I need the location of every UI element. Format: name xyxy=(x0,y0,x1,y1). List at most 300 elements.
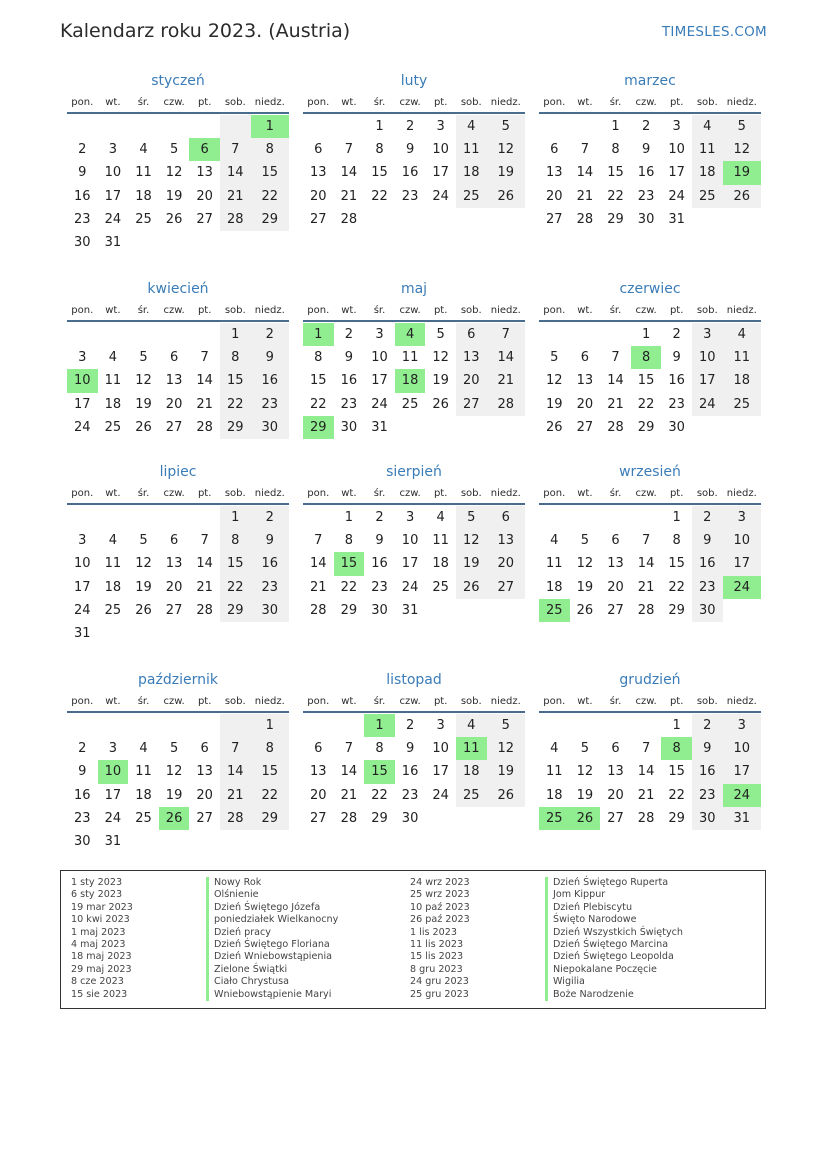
day-cell: 2 xyxy=(78,741,87,757)
day-cell: 11 xyxy=(401,350,419,366)
day-cell: 14 xyxy=(340,165,358,181)
day-cell: 9 xyxy=(251,346,289,369)
holiday-date: 1 maj 2023 xyxy=(71,926,126,938)
holiday-date: 10 paź 2023 xyxy=(410,901,470,913)
holiday-name: Boże Narodzenie xyxy=(545,989,683,1001)
day-cell: 25 xyxy=(432,579,449,595)
day-cell: 3 xyxy=(692,323,723,346)
day-cell: 29 xyxy=(371,810,388,826)
day-cell: 28 xyxy=(196,419,213,435)
day-cell: 22 xyxy=(668,579,685,595)
day-cell: 9 xyxy=(641,142,651,158)
day-cell: 17 xyxy=(104,787,122,803)
day-cell: 3 xyxy=(436,119,445,135)
day-cell: 4 xyxy=(456,115,487,138)
day-cell: 8 xyxy=(661,737,692,760)
day-cell: 19 xyxy=(135,396,152,412)
day-cell: 31 xyxy=(401,602,419,618)
empty-cell xyxy=(395,208,426,231)
day-cell: 30 xyxy=(74,235,91,251)
day-cell: 14 xyxy=(607,373,624,389)
empty-cell xyxy=(456,416,487,439)
day-cell: 28 xyxy=(607,419,624,435)
day-cell: 20 xyxy=(546,188,563,204)
day-cell: 11 xyxy=(104,373,122,389)
day-cell: 18 xyxy=(395,369,426,392)
day-cell: 20 xyxy=(576,396,594,412)
holiday-name: poniedziałek Wielkanocny xyxy=(206,914,338,926)
weekday-label: pon. xyxy=(543,96,566,108)
month-name: listopad xyxy=(386,672,442,688)
empty-cell xyxy=(251,830,289,853)
weekday-label: niedz. xyxy=(490,487,521,499)
weekday-header xyxy=(539,300,761,322)
day-cell: 10 xyxy=(668,142,685,158)
weekday-label: czw. xyxy=(635,96,657,108)
day-cell: 14 xyxy=(340,764,358,780)
day-cell: 12 xyxy=(546,373,563,389)
day-cell: 3 xyxy=(405,510,415,526)
empty-cell xyxy=(189,622,220,645)
empty-cell xyxy=(487,599,525,622)
weekday-label: sob. xyxy=(460,96,482,108)
day-cell: 4 xyxy=(139,741,148,757)
weekday-label: wt. xyxy=(105,695,121,707)
holiday-name: Święto Narodowe xyxy=(545,914,683,926)
month-name: marzec xyxy=(624,73,676,89)
empty-cell xyxy=(220,231,251,254)
day-cell: 8 xyxy=(220,529,251,552)
day-cell: 30 xyxy=(692,807,723,830)
day-cell: 8 xyxy=(611,142,620,158)
day-cell: 19 xyxy=(487,760,525,783)
day-cell: 24 xyxy=(723,576,761,599)
day-cell: 1 xyxy=(251,714,289,737)
weekday-label: pt. xyxy=(669,695,684,707)
day-cell: 8 xyxy=(344,533,354,549)
weekday-label: pt. xyxy=(433,304,448,316)
day-cell: 16 xyxy=(251,369,289,392)
day-cell: 22 xyxy=(371,787,388,803)
day-cell: 13 xyxy=(196,165,213,181)
day-cell: 20 xyxy=(487,552,525,575)
month-1 xyxy=(67,70,289,254)
day-cell: 18 xyxy=(456,161,487,184)
day-cell: 27 xyxy=(487,576,525,599)
day-cell: 7 xyxy=(220,737,251,760)
day-cell: 10 xyxy=(723,737,761,760)
day-cell: 21 xyxy=(576,188,594,204)
day-cell: 27 xyxy=(196,211,213,227)
empty-cell xyxy=(539,323,570,346)
month-6 xyxy=(539,278,761,439)
weekday-label: pon. xyxy=(71,487,94,499)
day-cell: 10 xyxy=(723,529,761,552)
day-cell: 27 xyxy=(607,602,624,618)
day-cell: 16 xyxy=(340,373,358,389)
weekday-header xyxy=(303,300,525,322)
day-cell: 2 xyxy=(251,506,289,529)
day-cell: 27 xyxy=(310,211,327,227)
day-cell: 2 xyxy=(405,119,415,135)
holiday-name: Dzień Świętego Marcina xyxy=(545,939,683,951)
day-cell: 23 xyxy=(74,211,91,227)
day-cell: 3 xyxy=(436,718,445,734)
day-cell: 22 xyxy=(251,784,289,807)
day-cell: 22 xyxy=(607,188,624,204)
day-cell: 13 xyxy=(310,764,327,780)
day-cell: 27 xyxy=(165,419,183,435)
day-cell: 29 xyxy=(607,211,624,227)
day-cell: 13 xyxy=(196,764,213,780)
weekday-label: śr. xyxy=(373,695,386,707)
day-cell: 16 xyxy=(692,760,723,783)
brand-link[interactable]: TIMESLES.COM xyxy=(661,24,767,40)
day-cell: 18 xyxy=(432,556,449,572)
day-cell: 19 xyxy=(165,787,183,803)
weekday-label: niedz. xyxy=(726,695,757,707)
empty-cell xyxy=(159,231,190,254)
day-cell: 4 xyxy=(723,323,761,346)
weekday-label: pon. xyxy=(543,695,566,707)
day-cell: 22 xyxy=(637,396,655,412)
day-cell: 9 xyxy=(692,737,723,760)
day-cell: 19 xyxy=(135,579,152,595)
day-cell: 10 xyxy=(692,346,723,369)
day-cell: 19 xyxy=(576,787,594,803)
day-cell: 13 xyxy=(165,373,183,389)
empty-cell xyxy=(303,506,334,529)
empty-cell xyxy=(334,714,365,737)
day-cell: 29 xyxy=(303,416,334,439)
holiday-name: Dzień pracy xyxy=(206,927,338,939)
day-cell: 18 xyxy=(546,787,563,803)
month-11 xyxy=(303,669,525,830)
day-cell: 24 xyxy=(401,579,419,595)
empty-cell xyxy=(487,807,525,830)
weekday-label: śr. xyxy=(609,304,622,316)
day-cell: 25 xyxy=(135,810,152,826)
empty-cell xyxy=(425,807,456,830)
day-cell: 7 xyxy=(200,350,209,366)
day-cell: 23 xyxy=(371,579,388,595)
weekday-label: sob. xyxy=(460,487,482,499)
month-name: wrzesień xyxy=(619,464,681,480)
weekday-label: czw. xyxy=(163,487,185,499)
day-cell: 26 xyxy=(456,576,487,599)
day-cell: 3 xyxy=(672,119,681,135)
day-cell: 15 xyxy=(637,373,655,389)
day-cell: 23 xyxy=(251,393,289,416)
empty-cell xyxy=(128,115,159,138)
day-cell: 12 xyxy=(487,737,525,760)
day-cell: 19 xyxy=(723,161,761,184)
day-cell: 29 xyxy=(637,419,655,435)
day-cell: 24 xyxy=(432,787,449,803)
day-cell: 31 xyxy=(668,211,685,227)
day-cell: 7 xyxy=(344,741,354,757)
day-cell: 2 xyxy=(78,142,87,158)
day-cell: 22 xyxy=(371,188,388,204)
day-cell: 19 xyxy=(576,579,594,595)
day-cell: 13 xyxy=(546,165,563,181)
day-cell: 13 xyxy=(165,556,183,572)
holiday-date: 24 wrz 2023 xyxy=(410,877,470,888)
day-cell: 2 xyxy=(344,327,354,343)
weekday-label: wt. xyxy=(577,487,593,499)
weekday-header xyxy=(67,300,289,322)
holiday-dates-col-1 xyxy=(71,877,133,1001)
holiday-date: 11 lis 2023 xyxy=(410,939,464,951)
day-cell: 11 xyxy=(104,556,122,572)
empty-cell xyxy=(723,208,761,231)
month-10 xyxy=(67,669,289,853)
day-cell: 17 xyxy=(401,556,419,572)
day-cell: 26 xyxy=(570,807,601,830)
day-cell: 2 xyxy=(375,510,384,526)
day-cell: 9 xyxy=(672,350,681,366)
day-cell: 1 xyxy=(672,718,681,734)
holiday-name: Dzień Wszystkich Świętych xyxy=(545,927,683,939)
weekday-label: sob. xyxy=(224,96,246,108)
weekday-label: pon. xyxy=(543,487,566,499)
holiday-date: 25 wrz 2023 xyxy=(410,889,470,901)
day-cell: 19 xyxy=(456,552,487,575)
empty-cell xyxy=(570,714,601,737)
empty-cell xyxy=(220,115,251,138)
day-cell: 7 xyxy=(641,741,651,757)
weekday-label: śr. xyxy=(373,96,386,108)
weekday-label: pon. xyxy=(307,695,330,707)
day-cell: 31 xyxy=(104,834,122,850)
day-cell: 12 xyxy=(723,138,761,161)
weekday-label: pon. xyxy=(307,487,330,499)
day-grid xyxy=(67,323,289,439)
day-cell: 4 xyxy=(395,323,426,346)
holiday-names-col-2 xyxy=(545,877,683,1001)
weekday-label: śr. xyxy=(609,695,622,707)
weekday-label: pon. xyxy=(307,304,330,316)
day-cell: 16 xyxy=(401,165,419,181)
weekday-label: wt. xyxy=(105,96,121,108)
day-cell: 2 xyxy=(692,714,723,737)
day-cell: 5 xyxy=(487,714,525,737)
weekday-label: pon. xyxy=(543,304,566,316)
day-cell: 22 xyxy=(310,396,327,412)
day-cell: 1 xyxy=(672,510,681,526)
day-cell: 29 xyxy=(668,602,685,618)
day-cell: 15 xyxy=(220,369,251,392)
weekday-label: niedz. xyxy=(490,304,521,316)
empty-cell xyxy=(159,323,190,346)
day-cell: 20 xyxy=(165,579,183,595)
day-cell: 30 xyxy=(74,834,91,850)
day-cell: 17 xyxy=(104,188,122,204)
day-cell: 10 xyxy=(432,741,449,757)
day-cell: 6 xyxy=(200,741,209,757)
day-cell: 25 xyxy=(135,211,152,227)
day-cell: 24 xyxy=(723,784,761,807)
day-cell: 11 xyxy=(135,165,152,181)
day-cell: 10 xyxy=(401,533,419,549)
holiday-name: Dzień Wniebowstąpienia xyxy=(206,951,338,963)
weekday-header xyxy=(67,92,289,114)
empty-cell xyxy=(220,830,251,853)
day-grid xyxy=(539,323,761,439)
day-cell: 15 xyxy=(607,165,624,181)
month-9 xyxy=(539,461,761,622)
day-cell: 24 xyxy=(432,188,449,204)
empty-cell xyxy=(67,506,98,529)
empty-cell xyxy=(251,231,289,254)
holiday-date: 1 lis 2023 xyxy=(410,926,457,938)
day-cell: 12 xyxy=(165,165,183,181)
day-cell: 6 xyxy=(611,741,620,757)
day-cell: 22 xyxy=(251,185,289,208)
day-cell: 18 xyxy=(104,396,122,412)
day-cell: 21 xyxy=(637,787,655,803)
holiday-date: 1 sty 2023 xyxy=(71,877,123,888)
day-cell: 21 xyxy=(196,579,213,595)
day-cell: 3 xyxy=(723,714,761,737)
day-cell: 12 xyxy=(135,556,152,572)
day-cell: 10 xyxy=(74,556,91,572)
empty-cell xyxy=(98,714,129,737)
day-cell: 4 xyxy=(436,510,445,526)
day-cell: 29 xyxy=(668,810,685,826)
empty-cell xyxy=(220,622,251,645)
day-cell: 7 xyxy=(611,350,620,366)
day-cell: 9 xyxy=(344,350,354,366)
day-cell: 13 xyxy=(607,764,624,780)
month-5 xyxy=(303,278,525,439)
day-cell: 1 xyxy=(220,506,251,529)
day-cell: 15 xyxy=(251,161,289,184)
empty-cell xyxy=(487,416,525,439)
day-cell: 14 xyxy=(196,373,213,389)
day-cell: 27 xyxy=(546,211,563,227)
day-cell: 7 xyxy=(641,533,651,549)
day-cell: 7 xyxy=(344,142,354,158)
day-cell: 18 xyxy=(692,161,723,184)
weekday-label: pt. xyxy=(197,695,212,707)
day-cell: 23 xyxy=(692,576,723,599)
day-cell: 5 xyxy=(139,533,148,549)
weekday-label: niedz. xyxy=(726,304,757,316)
day-cell: 8 xyxy=(251,737,289,760)
holiday-name: Olśnienie xyxy=(206,889,338,901)
day-cell: 23 xyxy=(251,576,289,599)
day-cell: 24 xyxy=(104,211,122,227)
weekday-label: czw. xyxy=(163,304,185,316)
day-cell: 31 xyxy=(74,626,91,642)
empty-cell xyxy=(128,830,159,853)
day-cell: 8 xyxy=(375,741,384,757)
empty-cell xyxy=(98,622,129,645)
holiday-name: Wniebowstąpienie Maryi xyxy=(206,989,338,1001)
weekday-label: wt. xyxy=(341,487,357,499)
empty-cell xyxy=(128,506,159,529)
day-cell: 8 xyxy=(375,142,384,158)
day-cell: 5 xyxy=(487,115,525,138)
day-cell: 24 xyxy=(104,810,122,826)
empty-cell xyxy=(189,323,220,346)
day-cell: 15 xyxy=(668,556,685,572)
weekday-label: niedz. xyxy=(254,487,285,499)
day-cell: 21 xyxy=(340,787,358,803)
day-cell: 28 xyxy=(220,807,251,830)
day-cell: 16 xyxy=(668,373,685,389)
day-cell: 14 xyxy=(637,556,655,572)
day-cell: 6 xyxy=(169,533,179,549)
weekday-label: wt. xyxy=(105,304,121,316)
empty-cell xyxy=(220,714,251,737)
holiday-name: Nowy Rok xyxy=(206,877,338,889)
day-cell: 14 xyxy=(220,161,251,184)
day-grid xyxy=(67,714,289,853)
weekday-label: pt. xyxy=(197,304,212,316)
day-cell: 4 xyxy=(550,741,559,757)
day-cell: 17 xyxy=(74,396,91,412)
day-cell: 26 xyxy=(165,211,183,227)
weekday-label: śr. xyxy=(609,487,622,499)
month-2 xyxy=(303,70,525,231)
holiday-list xyxy=(60,870,766,1009)
day-cell: 28 xyxy=(487,393,525,416)
page-title: Kalendarz roku 2023. (Austria) xyxy=(60,20,351,42)
month-8 xyxy=(303,461,525,622)
empty-cell xyxy=(600,506,631,529)
holiday-date: 8 gru 2023 xyxy=(410,963,463,975)
day-cell: 26 xyxy=(135,419,152,435)
holiday-name: Zielone Świątki xyxy=(206,964,338,976)
empty-cell xyxy=(159,115,190,138)
day-cell: 15 xyxy=(334,552,365,575)
day-cell: 3 xyxy=(108,142,118,158)
day-cell: 30 xyxy=(251,599,289,622)
empty-cell xyxy=(487,208,525,231)
empty-cell xyxy=(189,714,220,737)
month-name: październik xyxy=(138,672,218,688)
day-cell: 17 xyxy=(74,579,91,595)
empty-cell xyxy=(251,622,289,645)
weekday-label: wt. xyxy=(577,96,593,108)
empty-cell xyxy=(425,599,456,622)
day-cell: 12 xyxy=(576,556,594,572)
day-cell: 5 xyxy=(456,506,487,529)
day-cell: 27 xyxy=(456,393,487,416)
day-cell: 14 xyxy=(310,556,327,572)
day-cell: 1 xyxy=(303,323,334,346)
day-cell: 23 xyxy=(668,396,685,412)
day-cell: 9 xyxy=(78,764,87,780)
day-cell: 7 xyxy=(487,323,525,346)
day-cell: 5 xyxy=(580,533,590,549)
weekday-label: pt. xyxy=(433,96,448,108)
weekday-label: niedz. xyxy=(726,487,757,499)
month-name: czerwiec xyxy=(619,281,681,297)
day-cell: 7 xyxy=(200,533,209,549)
day-cell: 28 xyxy=(340,211,358,227)
day-cell: 8 xyxy=(631,346,662,369)
day-cell: 12 xyxy=(576,764,594,780)
day-cell: 10 xyxy=(371,350,388,366)
empty-cell xyxy=(159,830,190,853)
day-cell: 26 xyxy=(487,185,525,208)
holiday-date: 10 kwi 2023 xyxy=(71,914,130,926)
day-cell: 5 xyxy=(580,741,590,757)
day-cell: 23 xyxy=(74,810,91,826)
